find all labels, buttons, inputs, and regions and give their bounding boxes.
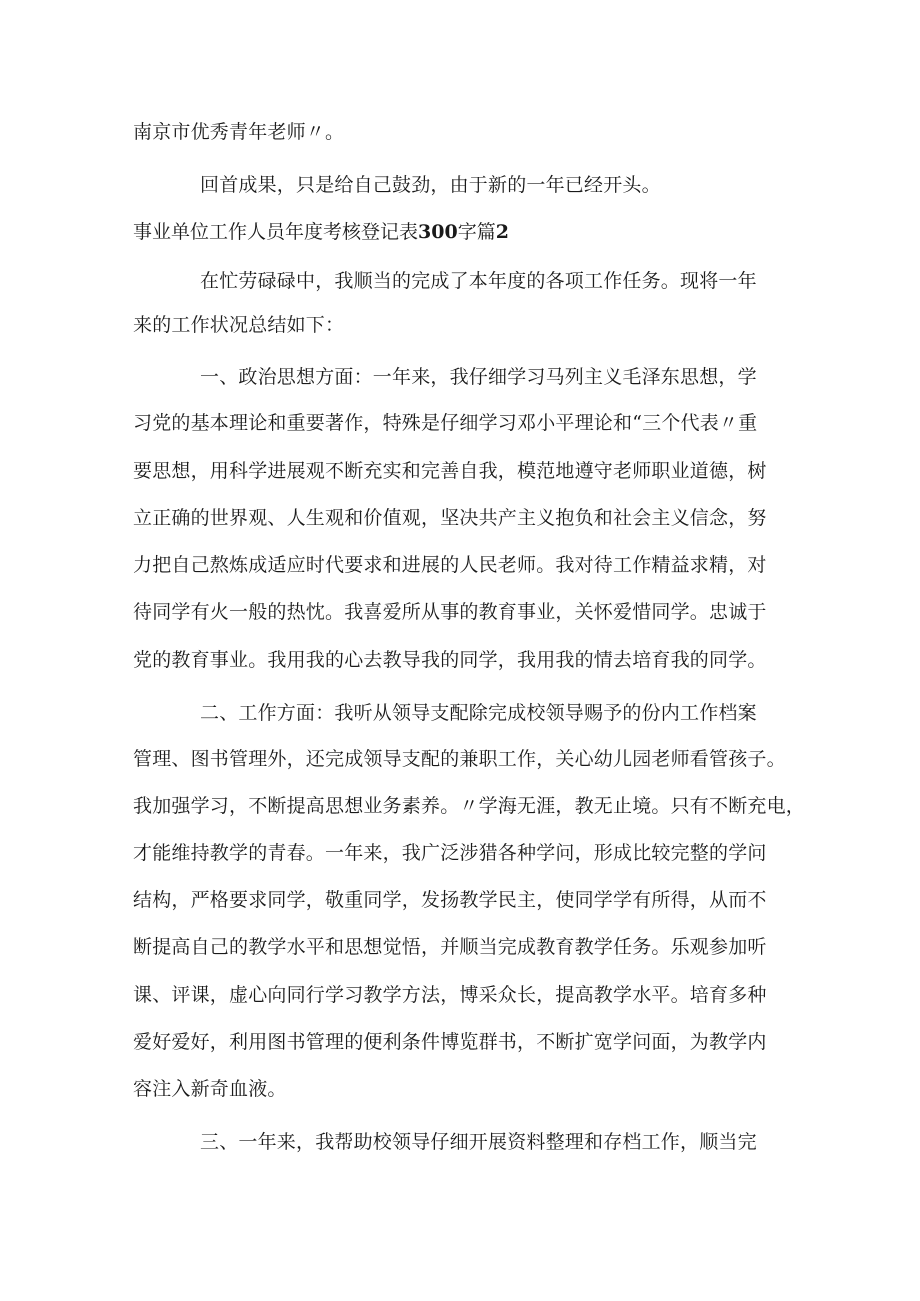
section-heading [133, 217, 509, 247]
text-line: 管理、图书管理外，还完成领导支配的兼职工作，关心幼儿园老师看管孩子。 [133, 748, 786, 770]
text-line: 容注入新奇血液。 [133, 1078, 287, 1100]
text-line: 习党的基本理论和重要著作，特殊是仔细学习邓小平理论和“三个代表〃重 [133, 412, 758, 434]
text-line: 要思想，用科学进展观不断充实和完善自我，模范地遵守老师职业道德，树 [133, 460, 767, 482]
text-line: 断提高自己的教学水平和思想觉悟，并顺当完成教育教学任务。乐观参加听 [133, 936, 767, 958]
text-line: 立正确的世界观、人生观和价值观，坚决共产主义抱负和社会主义信念，努 [133, 507, 767, 529]
heading-text: 事业单位工作人员年度考核登记表 [133, 221, 419, 243]
text-line: 待同学有火一般的热忱。我喜爱所从事的教育事业，关怀爱惜同学。忠诚于 [133, 601, 767, 623]
heading-number: 300 [418, 221, 458, 243]
text-line: 来的工作状况总结如下： [133, 314, 345, 336]
text-line: 三、一年来，我帮助校领导仔细开展资料整理和存档工作，顺当完 [200, 1131, 757, 1153]
text-line: 课、评课，虚心向同行学习教学方法，博采众长，提高教学水平。培育多种 [133, 984, 767, 1006]
text-line: 一、政治思想方面：一年来，我仔细学习马列主义毛泽东思想，学 [200, 366, 757, 388]
heading-index: 2 [495, 221, 509, 243]
text-line: 我加强学习，不断提高思想业务素养。〃学海无涯，教无止境。只有不断充电， [133, 795, 806, 817]
text-line: 在忙劳碌碌中，我顺当的完成了本年度的各项工作任务。现将一年 [200, 270, 757, 292]
heading-text-suffix: 字篇 [457, 221, 496, 243]
text-line: 回首成果，只是给自己鼓劲，由于新的一年已经开头。 [200, 174, 661, 196]
text-line: 力把自己熬炼成适应时代要求和进展的人民老师。我对待工作精益求精，对 [133, 554, 767, 576]
text-line: 结构，严格要求同学，敬重同学，发扬教学民主，使同学学有所得，从而不 [133, 889, 767, 911]
text-line: 党的教育事业。我用我的心去教导我的同学，我用我的情去培育我的同学。 [133, 649, 767, 671]
text-line: 二、工作方面：我听从领导支配除完成校领导赐予的份内工作档案 [200, 702, 757, 724]
text-line: 才能维持教学的青春。一年来，我广泛涉猎各种学问，形成比较完整的学问 [133, 842, 767, 864]
text-line: 南京市优秀青年老师〃。 [133, 121, 345, 143]
text-line: 爱好爱好，利用图书管理的便利条件博览群书，不断扩宽学问面，为教学内 [133, 1031, 767, 1053]
